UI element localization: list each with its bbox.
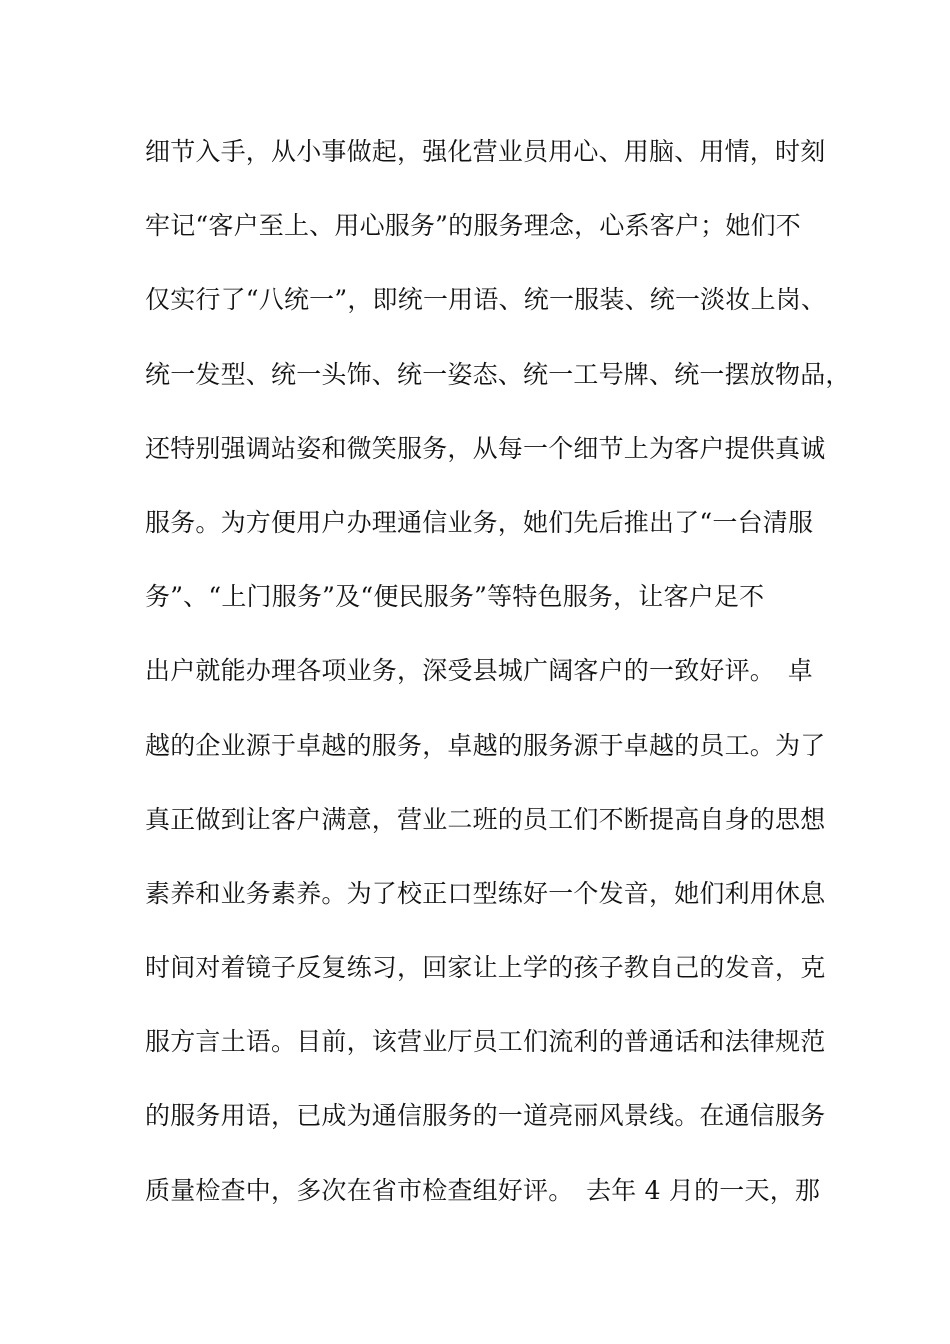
text-line: 细节入手，从小事做起，强化营业员用心、用脑、用情，时刻 <box>145 137 826 166</box>
text-line: 的服务用语，已成为通信服务的一道亮丽风景线。在通信服务 <box>145 1101 826 1131</box>
text-line: 素养和业务素养。为了校正口型练好一个发音，她们利用休息 <box>145 878 826 908</box>
text-line: 务”、“上门服务”及“便民服务”等特色服务，让客户足不 <box>145 582 765 612</box>
text-line: 服务。为方便用户办理通信业务，她们先后推出了“一台清服 <box>145 507 814 537</box>
text-line: 统一发型、统一头饰、统一姿态、统一工号牌、统一摆放物品， <box>145 359 851 389</box>
text-line: 越的企业源于卓越的服务，卓越的服务源于卓越的员工。为了 <box>145 730 826 760</box>
text-line: 仅实行了“八统一”，即统一用语、统一服装、统一淡妆上岗、 <box>145 285 827 315</box>
body-text <box>145 130 851 1243</box>
text-line: 时间对着镜子反复练习，回家让上学的孩子教自己的发音，克 <box>145 953 826 983</box>
text-line: 出户就能办理各项业务，深受县城广阔客户的一致好评。 卓 <box>145 656 813 686</box>
text-line: 还特别强调站姿和微笑服务，从每一个细节上为客户提供真诚 <box>145 433 826 463</box>
text-line: 真正做到让客户满意，营业二班的员工们不断提高自身的思想 <box>145 804 826 834</box>
text-line: 牢记“客户至上、用心服务”的服务理念，心系客户；她们不 <box>145 211 801 241</box>
text-line: 质量检查中，多次在省市检查组好评。 去年 4 月的一天，那 <box>145 1175 821 1205</box>
text-line: 服方言土语。目前，该营业厅员工们流利的普通话和法律规范 <box>145 1027 826 1057</box>
